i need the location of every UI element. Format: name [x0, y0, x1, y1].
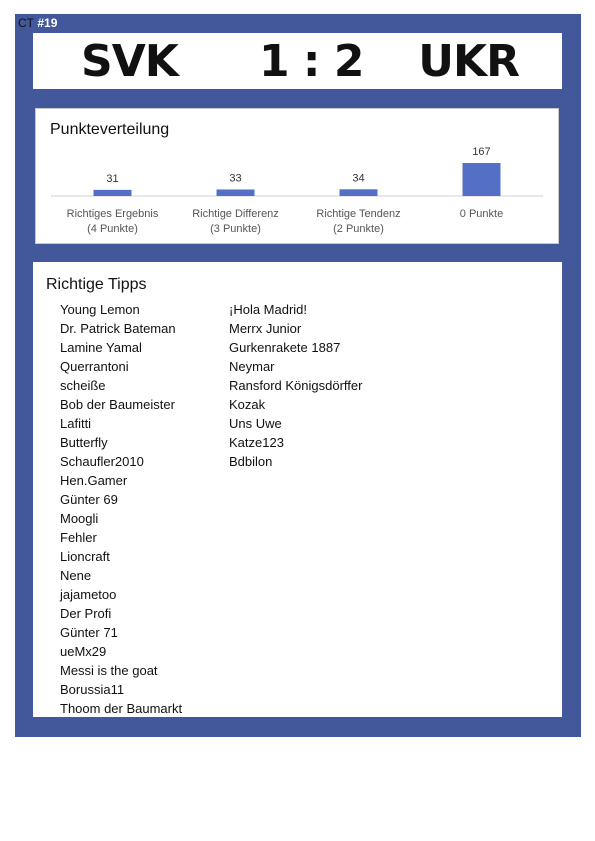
tip-name: ¡Hola Madrid!	[229, 302, 308, 317]
tip-name: Lafitti	[60, 416, 92, 431]
tips-column-2	[229, 300, 362, 471]
tip-name: Hen.Gamer	[60, 473, 128, 488]
bar	[340, 189, 378, 196]
tip-name: jajametoo	[60, 587, 117, 602]
tips-column-1	[60, 300, 182, 718]
category-label: (3 Punkte)	[210, 223, 261, 235]
category-label: Richtiges Ergebnis	[66, 208, 159, 220]
bar	[94, 190, 132, 196]
tip-name: Querrantoni	[60, 359, 129, 374]
tip-name: Gurkenrakete 1887	[229, 340, 341, 355]
tip-name: Moogli	[60, 511, 99, 526]
tip-name: Katze123	[229, 435, 284, 450]
bar	[463, 163, 501, 196]
tip-name: Dr. Patrick Bateman	[60, 321, 176, 336]
category-label: (2 Punkte)	[333, 223, 384, 235]
tip-name: Lamine Yamal	[60, 340, 142, 355]
tip-name: Messi is the goat	[60, 663, 158, 678]
tip-name: Neymar	[229, 359, 275, 374]
tag-number: #19	[37, 16, 58, 30]
category-label: Richtige Tendenz	[316, 208, 401, 220]
correct-tips-panel	[33, 262, 562, 717]
tip-name: Günter 69	[60, 492, 118, 507]
tip-name: Nene	[60, 568, 92, 583]
tip-name: Uns Uwe	[229, 416, 282, 431]
tip-name: Thoom der Baumarkt	[60, 701, 183, 716]
category-label: (4 Punkte)	[87, 223, 138, 235]
away-team: UKR	[418, 36, 519, 87]
tip-name: Der Profi	[60, 606, 112, 621]
tip-name: scheiße	[60, 378, 106, 393]
category-label: 0 Punkte	[459, 208, 504, 220]
tag-prefix: CT	[18, 16, 34, 30]
distribution-chart	[36, 109, 558, 243]
distribution-title: Punkteverteilung	[50, 121, 170, 138]
tip-name: Fehler	[60, 530, 97, 545]
scoreboard	[33, 33, 562, 89]
tip-name: Bdbilon	[229, 454, 273, 469]
tip-name: ueMx29	[60, 644, 107, 659]
tip-name: Bob der Baumeister	[60, 397, 175, 412]
category-label: Richtige Differenz	[192, 208, 279, 220]
data-label: 33	[229, 172, 242, 185]
tip-name: Butterfly	[60, 435, 108, 450]
tip-name: Kozak	[229, 397, 266, 412]
tip-name: Merrx Junior	[229, 321, 302, 336]
page-tag	[18, 16, 57, 30]
data-label: 167	[472, 146, 491, 158]
tip-name: Ransford Königsdörffer	[229, 378, 363, 393]
tip-name: Schaufler2010	[60, 454, 144, 469]
data-label: 34	[352, 172, 365, 185]
bar	[217, 189, 255, 196]
data-label: 31	[106, 172, 119, 185]
tips-title: Richtige Tipps	[46, 276, 147, 293]
tip-name: Günter 71	[60, 625, 118, 640]
match-result: 1 : 2	[259, 36, 364, 87]
tip-name: Young Lemon	[60, 302, 140, 317]
tip-name: Borussia11	[60, 682, 125, 697]
home-team: SVK	[81, 36, 178, 87]
tip-name: Lioncraft	[60, 549, 110, 564]
points-distribution-panel	[35, 108, 559, 244]
